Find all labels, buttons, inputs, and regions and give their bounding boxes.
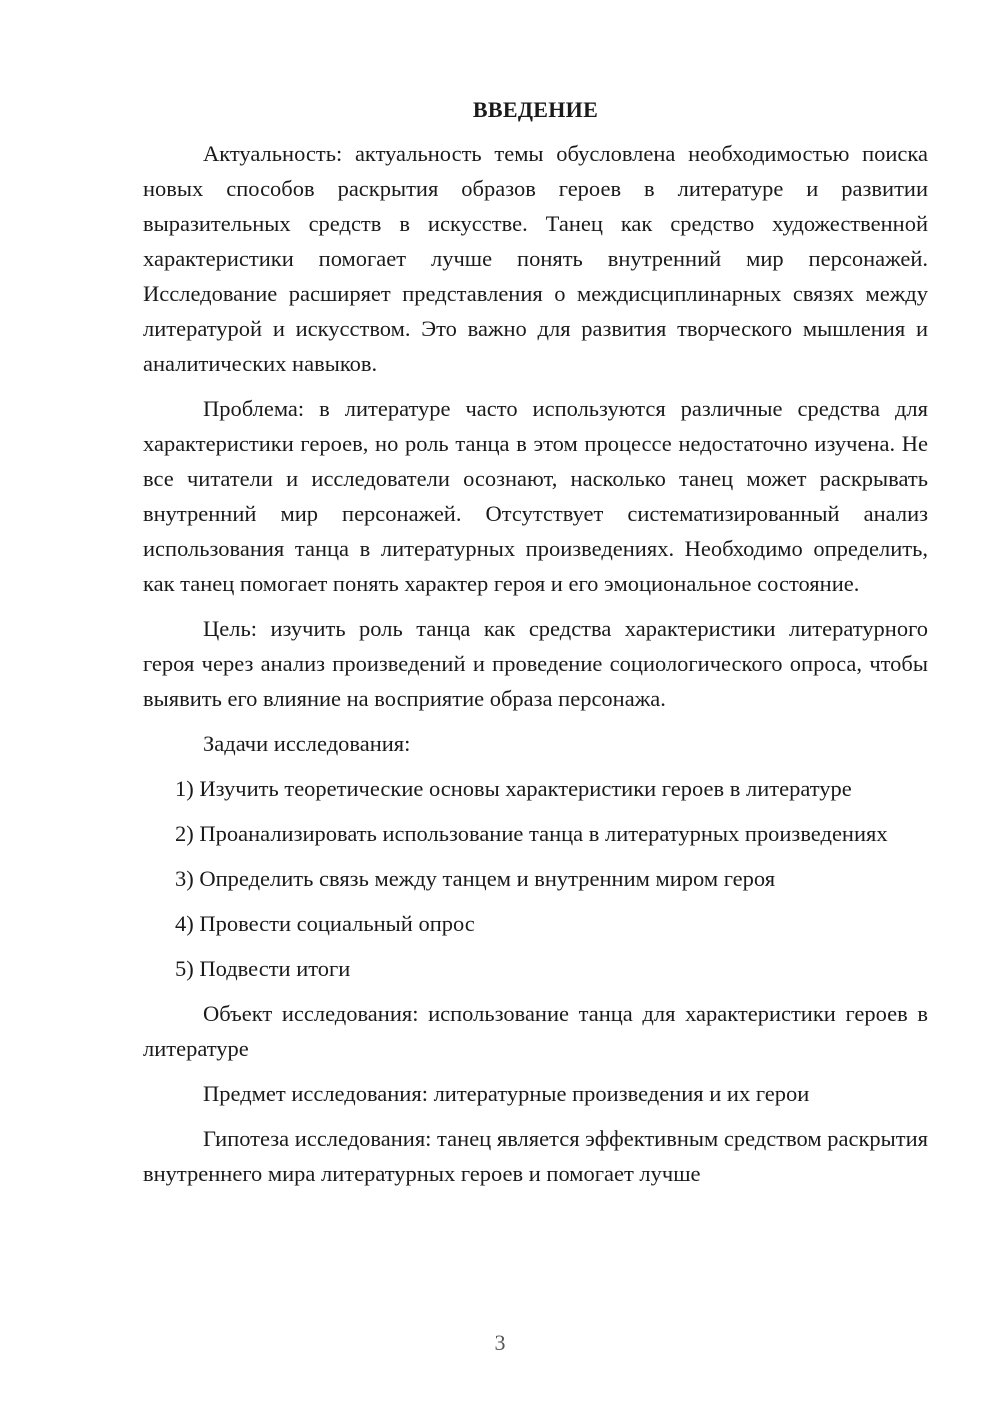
- section-heading: ВВЕДЕНИЕ: [472, 97, 599, 122]
- task-item-5: 5) Подвести итоги: [175, 956, 351, 981]
- hypothesis-paragraph: Гипотеза исследования: танец является эффективным средством раскрытия внутреннего мира литературных героев и помогает лучше: [143, 1126, 928, 1186]
- relevance-paragraph: Актуальность: актуальность темы обусловлена необходимостью поиска новых способов раскрытия образов героев в литературе и развитии выразительных средств в искусстве. Танец как средство художественной характеристики помогает лучше понять внутренний мир персонажей. Исследование расширяет представления о междисциплинарных связях между литературой и искусством. Это важно для развития творческого мышления и аналитических навыков.: [143, 141, 928, 376]
- task-item-4: 4) Провести социальный опрос: [175, 911, 475, 936]
- problem-paragraph: Проблема: в литературе часто используются различные средства для характеристики героев, но роль танца в этом процессе недостаточно изучена. Не все читатели и исследователи осознают, насколько танец может раскрывать внутренний мир персонажей. Отсутствует систематизированный анализ использования танца в литературных произведениях. Необходимо определить, как танец помогает понять характер героя и его эмоциональное состояние.: [143, 396, 928, 596]
- task-item-1: 1) Изучить теоретические основы характеристики героев в литературе: [175, 776, 852, 801]
- task-item-3: 3) Определить связь между танцем и внутренним миром героя: [175, 866, 776, 891]
- object-paragraph: Объект исследования: использование танца для характеристики героев в литературе: [143, 1001, 928, 1061]
- page-number: 3: [494, 1330, 506, 1355]
- goal-paragraph: Цель: изучить роль танца как средства характеристики литературного героя через анализ произведений и проведение социологического опроса, чтобы выявить его влияние на восприятие образа персонажа.: [143, 616, 928, 711]
- page-body: [143, 92, 928, 1201]
- subject-paragraph: Предмет исследования: литературные произведения и их герои: [203, 1081, 810, 1106]
- task-item-2: 2) Проанализировать использование танца в литературных произведениях: [175, 821, 888, 846]
- tasks-title: Задачи исследования:: [203, 731, 411, 756]
